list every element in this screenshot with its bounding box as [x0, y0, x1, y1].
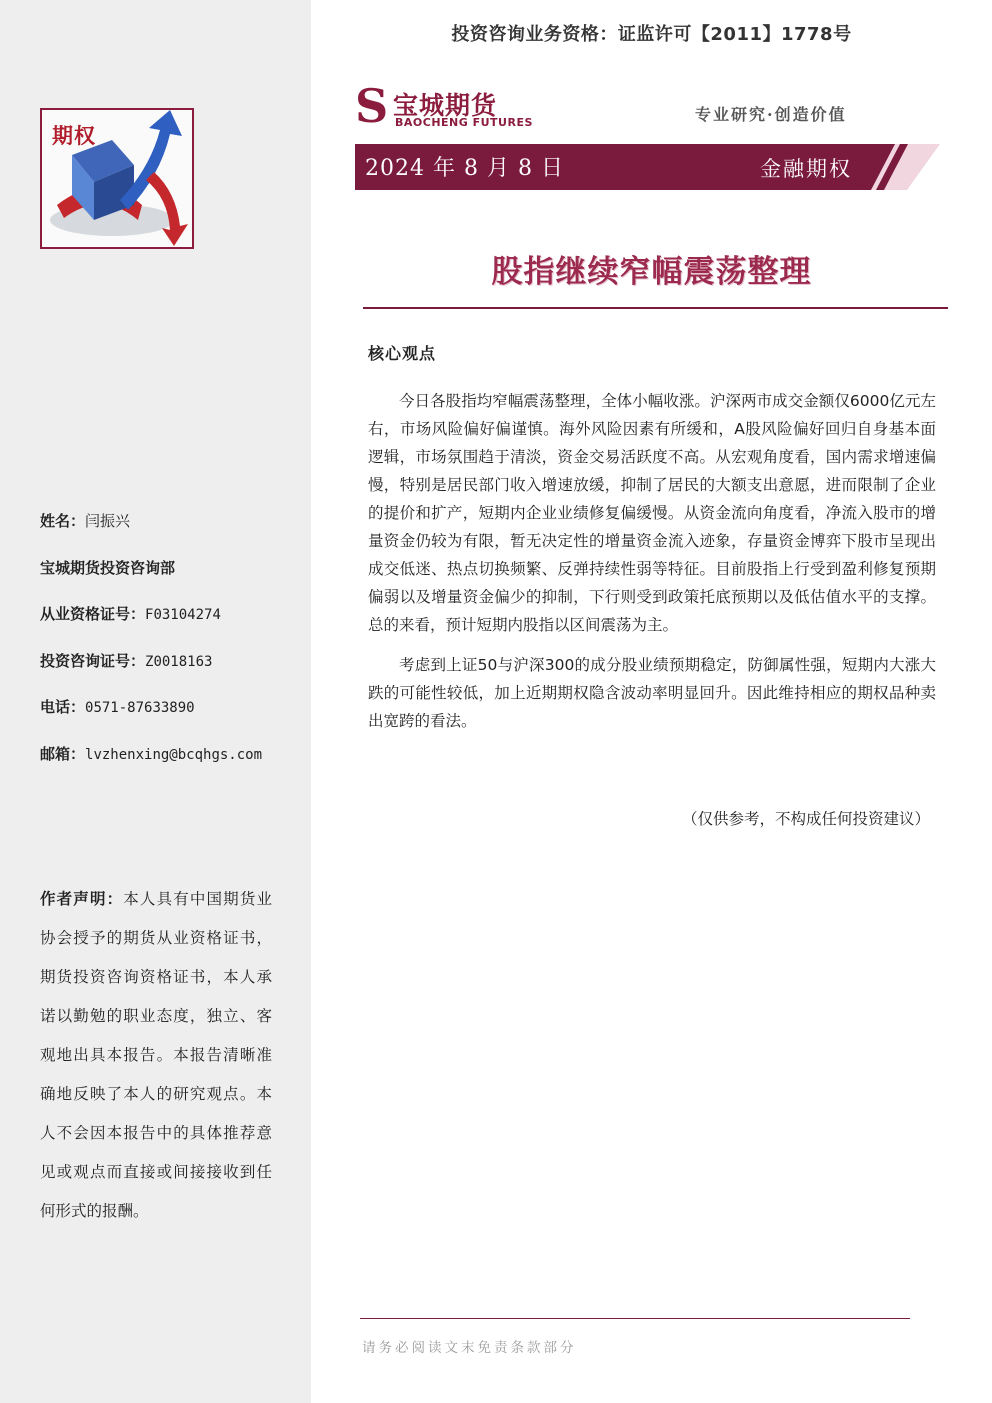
- email-address: lvzhenxing@bcqhgs.com: [85, 746, 263, 763]
- brand-s-icon: S: [355, 79, 389, 133]
- advisory-label: 投资咨询证号：: [40, 651, 146, 670]
- brand-name-en: BAOCHENG FUTURES: [395, 116, 533, 129]
- core-body: [368, 387, 936, 747]
- advisory-number: Z0018163: [145, 653, 213, 670]
- report-section: 金融期权: [760, 157, 852, 181]
- report-date: 2024 年 8 月 8 日: [365, 156, 564, 181]
- footer-divider: [360, 1318, 910, 1319]
- department: 宝城期货投资咨询部: [40, 558, 176, 577]
- report-title: 股指继续窄幅震荡整理: [491, 254, 812, 290]
- cert-label: 从业资格证号：: [40, 605, 146, 623]
- phone-label: 电话：: [40, 698, 86, 716]
- footer-disclaimer: 请务必阅读文末免责条款部分: [362, 1340, 577, 1356]
- slogan: 专业研究·创造价值: [695, 105, 847, 124]
- title-divider: [363, 307, 948, 309]
- body-paragraph: 今日各股指均窄幅震荡整理，全体小幅收涨。沪深两市成交金额仅6000亿元左右，市场风险偏好偏谨慎。海外风险因素有所缓和，A股风险偏好回归自身基本面逻辑，市场氛围趋于清淡，资金交易活跃度不高。从宏观角度看，国内需求增速偏慢，特别是居民部门收入增速放缓，抑制了居民的大额支出意愿，进而限制了企业的提价和扩产，短期内企业业绩修复偏缓慢。从资金流向角度看，净流入股市的增量资金仍较为有限，暂无决定性的增量资金流入迹象，存量资金博弈下股市呈现出成交低迷、热点切换频繁、反弹持续性弱等特征。目前股指上行受到盈利修复预期偏弱以及增量资金偏少的抑制，下行则受到政策托底预期以及低估值水平的支撑。总的来看，预计短期内股指以区间震荡为主。: [368, 392, 936, 634]
- options-logo: [40, 108, 194, 249]
- declaration-label: 作者声明：: [40, 890, 124, 908]
- body-paragraph: 考虑到上证50与沪深300的成分股业绩预期稳定，防御属性强，短期内大涨大跌的可能性较低，加上近期期权隐含波动率明显回升。因此维持相应的期权品种卖出宽跨的看法。: [368, 656, 936, 730]
- declaration-text: 本人具有中国期货业协会授予的期货从业资格证书，期货投资咨询资格证书，本人承诺以勤勉的职业态度，独立、客观地出具本报告。本报告清晰准确地反映了本人的研究观点。本人不会因本报告中的具体推荐意见或观点而直接或间接接收到任何形式的报酬。: [40, 890, 272, 1220]
- brand-logo: [355, 79, 535, 133]
- cert-number: F03104274: [145, 607, 221, 623]
- core-heading: 核心观点: [368, 344, 437, 363]
- author-info: [40, 506, 302, 785]
- phone-number: 0571-87633890: [85, 700, 195, 716]
- reference-note: （仅供参考，不构成任何投资建议）: [681, 810, 930, 828]
- email-label: 邮箱：: [40, 744, 86, 763]
- author-declaration: [40, 880, 272, 1231]
- stripe-decoration-icon: [862, 144, 942, 190]
- sidebar: [0, 0, 311, 1403]
- brand-name-cn: 宝城期货: [393, 91, 498, 120]
- logo-label: 期权: [52, 124, 96, 148]
- license-line: 投资咨询业务资格：证监许可【2011】1778号: [451, 24, 852, 45]
- name-label: 姓名：: [40, 512, 86, 530]
- author-name: 闫振兴: [85, 512, 131, 530]
